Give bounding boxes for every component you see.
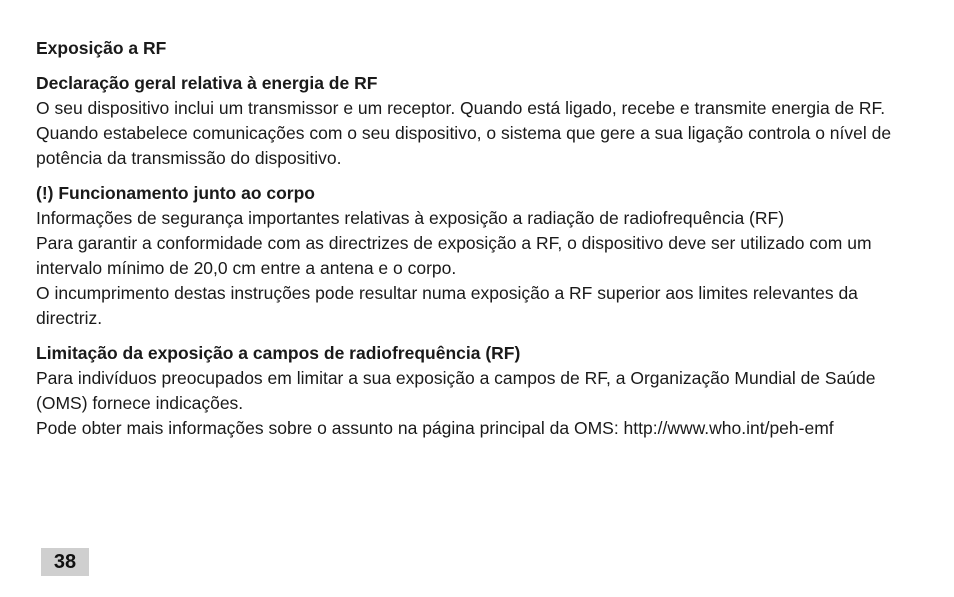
paragraph: Para indivíduos preocupados em limitar a sua exposição a campos de RF, a Organização Mundial de Saúde (OMS) fornece indicações.	[36, 368, 876, 413]
heading-body-worn-operation: (!) Funcionamento junto ao corpo	[36, 183, 316, 203]
paragraph: Pode obter mais informações sobre o assunto na página principal da OMS: http://www.who.int/peh-emf	[36, 418, 834, 438]
paragraph: O incumprimento destas instruções pode resultar numa exposição a RF superior aos limites relevantes da directriz.	[36, 283, 858, 328]
section-title: Exposição a RF	[36, 38, 167, 58]
page-number: 38	[41, 548, 89, 576]
heading-limiting-exposure: Limitação da exposição a campos de radiofrequência (RF)	[36, 343, 521, 363]
paragraph: O seu dispositivo inclui um transmissor e um receptor. Quando está ligado, recebe e transmite energia de RF.	[36, 98, 886, 118]
document-body	[36, 36, 916, 451]
block-general-rf-energy	[36, 71, 916, 171]
block-limiting-exposure	[36, 341, 916, 441]
block-body-worn-operation	[36, 181, 916, 331]
heading-general-rf-energy: Declaração geral relativa à energia de RF	[36, 73, 378, 93]
paragraph: Para garantir a conformidade com as directrizes de exposição a RF, o dispositivo deve ser utilizado com um intervalo mínimo de 20,0 cm entre a antena e o corpo.	[36, 233, 872, 278]
paragraph: Quando estabelece comunicações com o seu dispositivo, o sistema que gere a sua ligação controla o nível de potência da transmissão do dispositivo.	[36, 123, 892, 168]
paragraph: Informações de segurança importantes relativas à exposição a radiação de radiofrequência (RF)	[36, 208, 785, 228]
